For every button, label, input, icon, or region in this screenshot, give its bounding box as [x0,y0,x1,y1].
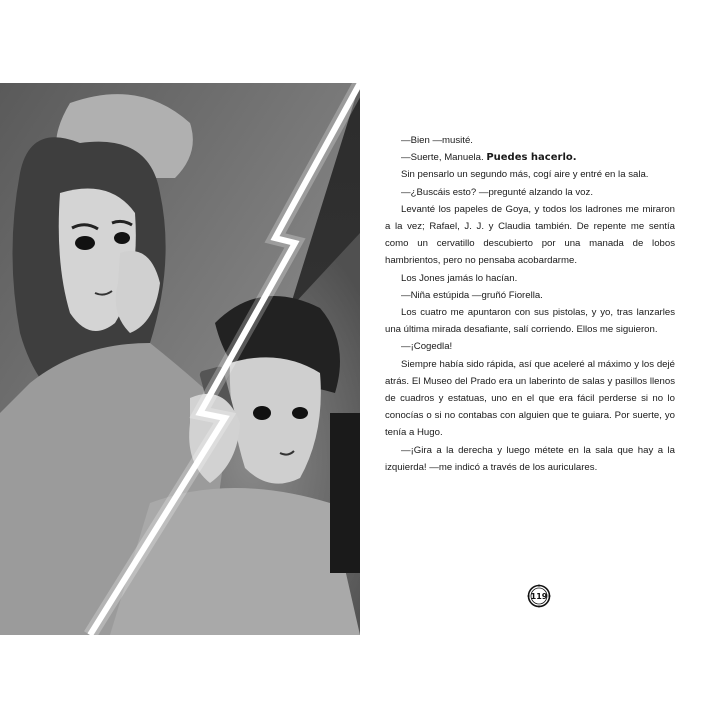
paragraph: —¡Cogedla! [401,341,453,353]
page-number [527,584,551,608]
paragraph: —¿Buscáis esto? —pregunté alzando la voz. [401,186,593,198]
paragraph: —Niña estúpida —gruñó Fiorella. [401,289,543,301]
paragraph: —Bien —musité. [401,135,473,146]
page-number-text: 119 [530,591,548,601]
paragraph: —¡Gira a la derecha y luego métete en la sala que hay a la izquierda! —me indicó a través de los auriculares. [385,444,675,473]
paragraph-text: —Suerte, Manuela. [401,152,487,164]
paragraph: Siempre había sido rápida, así que aceleré al máximo y los dejé atrás. El Museo del Prado era un laberinto de salas y pasillos llenos de cuadros y estatuas, uno en el que era fácil perderse si no lo conocías o si no contabas con alguien que te guiara. Por suerte, yo tenía a Hugo. [385,358,675,439]
comic-illustration [0,83,360,635]
emphasis-text: Puedes hacerlo. [486,152,577,164]
paragraph: Sin pensarlo un segundo más, cogí aire y entré en la sala. [401,169,649,181]
text-page [385,132,675,476]
paragraph: Los Jones jamás lo hacían. [401,272,518,284]
paragraph: Los cuatro me apuntaron con sus pistolas, y yo, tras lanzarles una última mirada desafiante, salí corriendo. Ellos me siguieron. [385,307,675,336]
paragraph [385,149,675,166]
paragraph: Levanté los papeles de Goya, y todos los ladrones me miraron a la vez; Rafael, J. J. y Claudia también. De repente me sentía como un cervatillo descubierto por una manada de lobos hambrientos, pero no pensaba acobardarme. [385,203,675,267]
